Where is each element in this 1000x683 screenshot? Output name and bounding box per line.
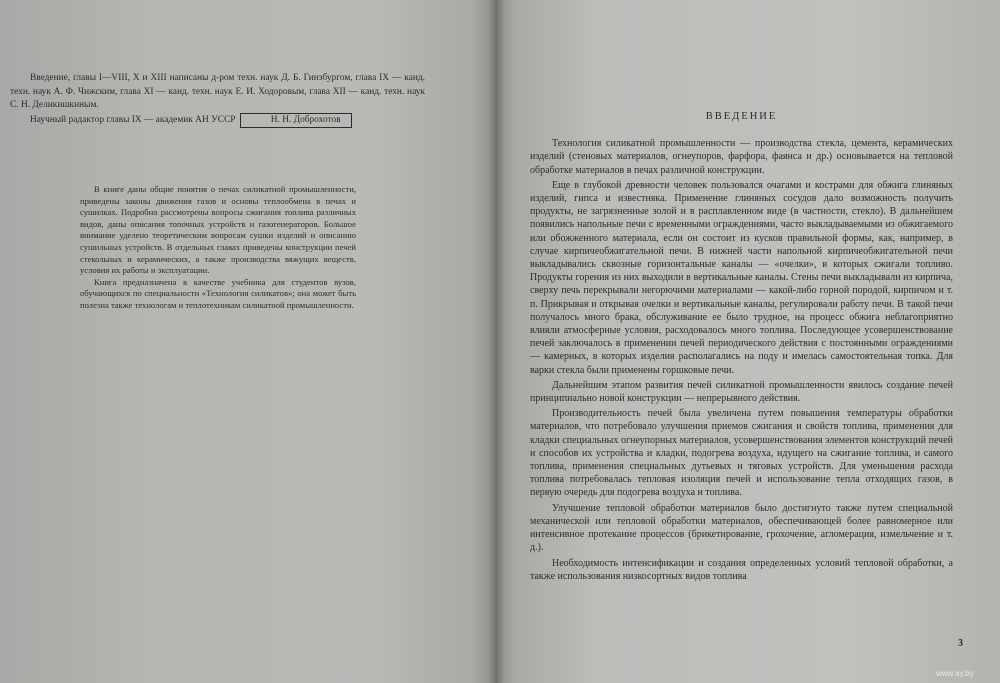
editor-line <box>10 113 425 129</box>
editor-name-box: Н. Н. Доброхотов <box>240 113 352 129</box>
book-annotation <box>80 184 356 312</box>
editor-prefix: Научный радактор главы IX — академик АН УССР <box>30 114 236 125</box>
annotation-paragraph: В книге даны общие понятия о печах силикатной промышленности, приведены законы движения газов и основы теплообмена в печах и сушилках. Подробно рассмотрены вопросы сжигания топлива различных видов, даны описания топочных устройств и газогенераторов. Большое внимание уделено теоретическим вопросам сушки изделий и описанию сушильных устройств. В отдельных главах приведены конструкции печей стекольных и керамических, а также производства вяжущих веществ, условия их работы и эксплуатации. <box>80 184 356 276</box>
left-page <box>0 0 496 683</box>
section-heading: ВВЕДЕНИЕ <box>705 111 778 122</box>
body-paragraph: Дальнейшим этапом развития печей силикатной промышленности явилось создание печей принципиально новой конструкции — непрерывного действия. <box>530 379 953 405</box>
authors-credits <box>10 72 425 128</box>
body-paragraph: Еще в глубокой древности человек пользовался очагами и кострами для обжига глиняных изделий, гипса и известняка. Применение глиняных сосудов дало возможность получить продукты, не загрязненные золой и в расплавленном виде (в частности, стекло). В дальнейшем появились напольные печи с временными ограждениями, часто выкладываемыми из обжигаемого или обожженного материала, если он состоит из кусков правильной формы, как, например, в случае кирпичеобжигательной печи. В нижней части напольной кирпичеобжигательной печи выкладывались сквозные горизонтальные каналы — «очелки», в которых сжигали топливо. Продукты горения из них выходили в вертикальные каналы. Стены печи выкладывали из кирпича, сверху печь перекрывали негорючими материалами — какой-либо горной породой, кирпичом и т. п. Прикрывая и открывая очелки и вертикальные каналы, регулировали работу печи. В такой печи получалось много брака, обслуживание ее было трудное, на процесс обжига неблагоприятно влияли атмосферные условия, расходовалось много топлива. Последующее усовершенствование печей заключалось в применении печей периодического действия с постоянными ограждениями — камерных, в которых изделия располагались на поду и имелась самостоятельная топка. Для варки стекла были применены горшковые печи. <box>530 179 953 376</box>
authors-line: Введение, главы I—VIII, X и XIII написаны д-ром техн. наук Д. Б. Гинзбургом, глава IX — канд. техн. наук А. Ф. Чижским, глава XI — канд. техн. наук Е. И. Ходоровым, глава XII — канд. техн. наук С. Н. Деликишкиным. <box>10 73 425 111</box>
annotation-paragraph: Книга предназначена в качестве учебника для студентов вузов, обучающихся по специальности «Технология силикатов»; она может быть полезна также технологам и теплотехникам силикатной промышленности. <box>80 276 356 310</box>
watermark: www.ay.by <box>936 669 974 678</box>
page-number: 3 <box>958 638 963 649</box>
body-paragraph: Производительность печей была увеличена путем повышения температуры обработки материалов, что потребовало улучшения приемов сжигания и свойств топлива, применения для кладки специальных огнеупорных материалов, усовершенствования элементов конструкций печей и способов их устройства и кладки, подогрева воздуха, идущего на сжигание топлива, и самого топлива, применения специальных дутьевых и тяговых устройств. Для уменьшения расхода топлива потребовалась тепловая изоляция печей и использование тепла отходящих газов, в первую очередь для подогрева воздуха и топлива. <box>530 408 953 499</box>
body-paragraph: Технология силикатной промышленности — производства стекла, цемента, керамических изделий (стеновых материалов, огнеупоров, фарфора, фаянса и др.) основывается на тепловой обработке материалов в печах различной конструкции. <box>530 138 953 176</box>
introduction-section <box>530 110 953 585</box>
book-gutter <box>488 0 504 683</box>
body-paragraph: Необходимость интенсификации и создания определенных условий тепловой обработки, а также использования низкосортных видов топлива <box>530 557 953 582</box>
body-paragraph: Улучшение тепловой обработки материалов было достигнуто также путем специальной механической или тепловой обработки материалов, обеспечивающей более равномерное или интенсивное протекание процессов (брикетирование, грохочение, агломерация, измельчение и т. д.). <box>530 502 953 554</box>
